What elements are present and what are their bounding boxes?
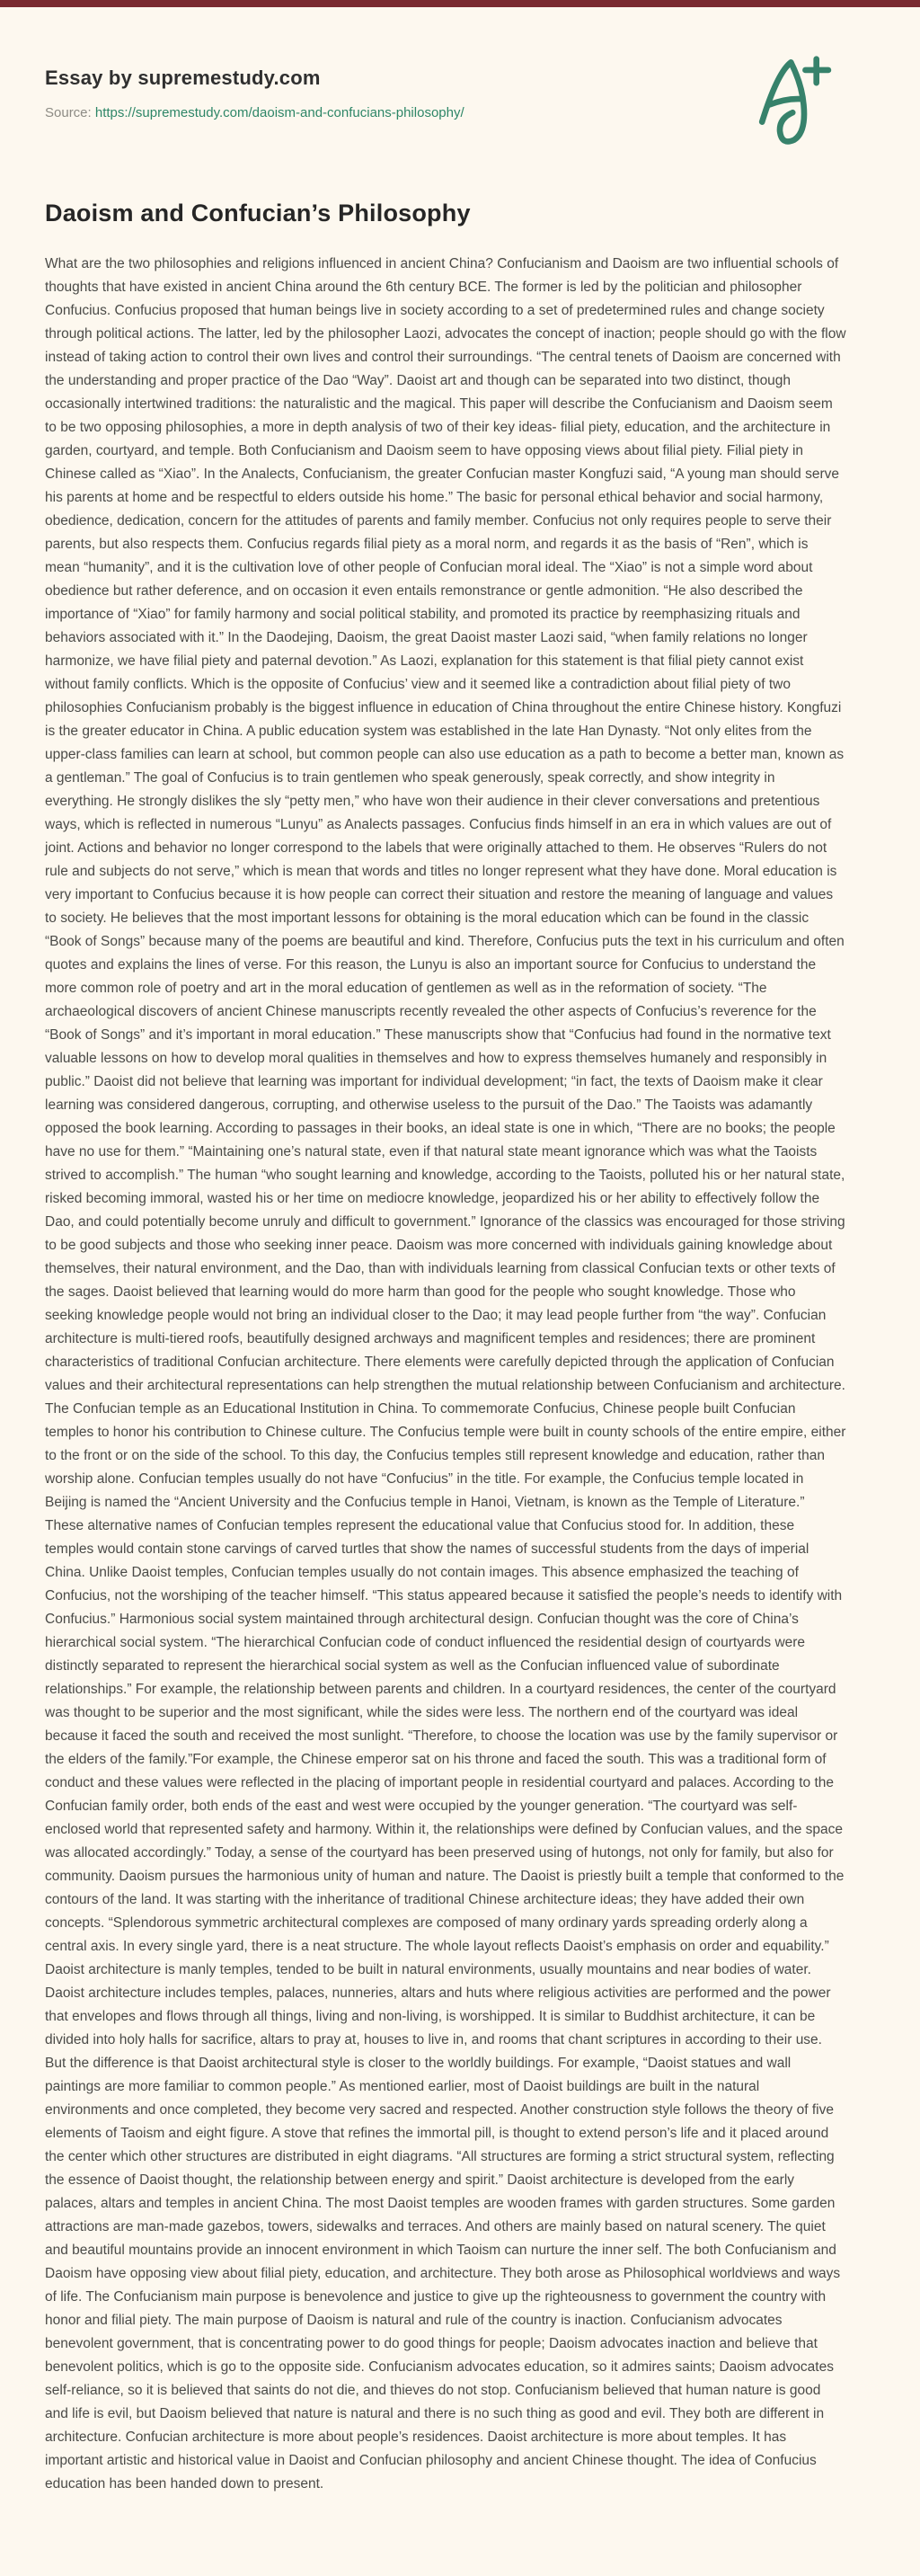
essay-body-text: What are the two philosophies and religions influenced in ancient China? Confucianism and Daoism are two influential schools of thoughts that have existed in ancient China around the 6th century BCE. The former is led by the politician and philosopher Confucius. Confucius proposed that human beings live in society according to a set of predetermined rules and change society through political actions. The latter, led by the philosopher Laozi, advocates the concept of inaction; people should go with the flow instead of taking action to control their own lives and control their surroundings. “The central tenets of Daoism are concerned with the understanding and proper practice of the Dao “Way”. Daoist art and though can be separated into two distinct, though occasionally intertwined traditions: the naturalistic and the magical. This paper will describe the Confucianism and Daoism seem to be two opposing philosophies, a more in depth analysis of two of their key ideas- filial piety, education, and the architecture in garden, courtyard, and temple. Both Confucianism and Daoism seem to have opposing views about filial piety. Filial piety in Chinese called as “Xiao”. In the Analects, Confucianism, the greater Confucian master Kongfuzi said, “A young man should serve his parents at home and be respectful to elders outside his home.” The basic for personal ethical behavior and social harmony, obedience, dedication, concern for the attitudes of parents and family member. Confucius not only requires people to serve their parents, but also respects them. Confucius regards filial piety as a moral norm, and regards it as the basis of “Ren”, which is mean “humanity”, and it is the cultivation love of other people of Confucian moral ideal. The “Xiao” is not a simple word about obedience but rather deference, and on occasion it even entails remonstrance or gentle admonition. “He also described the importance of “Xiao” for family harmony and social political stability, and promoted its practice by reemphasizing rituals and behaviors associated with it.” In the Daodejing, Daoism, the great Daoist master Laozi said, “when family relations no longer harmonize, we have filial piety and paternal devotion.” As Laozi, explanation for this statement is that filial piety cannot exist without family conflicts. Which is the opposite of Confucius’ view and it seemed like a contradiction about filial piety of two philosophies Confucianism probably is the biggest influence in education of China throughout the entire Chinese history. Kongfuzi is the greater educator in China. A public education system was established in the late Han Dynasty. “Not only elites from the upper-class families can learn at school, but common people can also use education as a path to become a better man, known as a gentleman.” The goal of Confucius is to train gentlemen who speak generously, speak correctly, and show integrity in everything. He strongly dislikes the sly “petty men,” who have won their audience in their clever conversations and pretentious ways, which is reflected in numerous “Lunyu” as Analects passages. Confucius finds himself in an era in which values are out of joint. Actions and behavior no longer correspond to the labels that were originally attached to them. He observes “Rulers do not rule and subjects do not serve,” which is mean that words and titles no longer represent what they have done. Moral education is very important to Confucius because it is how people can correct their situation and restore the meaning of language and values to society. He believes that the most important lessons for obtaining is the moral education which can be found in the classic “Book of Songs” because many of the poems are beautiful and kind. Therefore, Confucius puts the text in his curriculum and often quotes and explains the lines of verse. For this reason, the Lunyu is also an important source for Confucius to understand the more common role of poetry and art in the moral education of gentlemen as well as in the reformation of society. “The archaeological discovers of ancient Chinese manuscripts recently revealed the other aspects of Confucius’s reverence for the “Book of Songs” and it’s important in moral education.” These manuscripts show that “Confucius had found in the normative text valuable lessons on how to develop moral qualities in themselves and how to express themselves humanely and responsibly in public.” Daoist did not believe that learning was important for individual development; “in fact, the texts of Daoism make it clear learning was considered dangerous, corrupting, and otherwise useless to the pursuit of the Dao.” The Taoists was adamantly opposed the book learning. According to passages in their books, an ideal state is one in which, “There are no books; the people have no use for them.” “Maintaining one’s natural state, even if that natural state meant ignorance which was what the Taoists strived to accomplish.” The human “who sought learning and knowledge, according to the Taoists, polluted his or her natural state, risked becoming immoral, wasted his or her time on mediocre knowledge, jeopardized his or her ability to effectively follow the Dao, and could potentially become unruly and difficult to government.” Ignorance of the classics was encouraged for those striving to be good subjects and those who seeking inner peace. Daoism was more concerned with individuals gaining knowledge about themselves, their natural environment, and the Dao, than with individuals learning from classical Confucian texts or other texts of the sages. Daoist believed that learning would do more harm than good for the people who sought knowledge. Those who seeking knowledge people would not bring an individual closer to the Dao; it may lead people further from “the way”. Confucian architecture is multi-tiered roofs, beautifully designed archways and magnificent temples and residences; there are prominent characteristics of traditional Confucian architecture. There elements were carefully depicted through the application of Confucian values and their architectural representations can help strengthen the mutual relationship between Confucianism and architecture. The Confucian temple as an Educational Institution in China. To commemorate Confucius, Chinese people built Confucian temples to honor his contribution to Chinese culture. The Confucius temple were built in county schools of the entire empire, either to the front or on the side of the school. To this day, the Confucius temples still represent knowledge and education, rather than worship alone. Confucian temples usually do not have “Confucius” in the title. For example, the Confucius temple located in Beijing is named the “Ancient University and the Confucius temple in Hanoi, Vietnam, is known as the Temple of Literature.” These alternative names of Confucian temples represent the educational value that Confucius stood for. In addition, these temples would contain stone carvings of carved turtles that show the names of successful students from the days of imperial China. Unlike Daoist temples, Confucian temples usually do not contain images. This absence emphasized the teaching of Confucius, not the worshiping of the teacher himself. “This status appeared because it satisfied the people’s needs to identify with Confucius.” Harmonious social system maintained through architectural design. Confucian thought was the core of China’s hierarchical social system. “The hierarchical Confucian code of conduct influenced the residential design of courtyards were distinctly separated to represent the hierarchical social system as well as the Confucian influenced value of subordinate relationships.” For example, the relationship between parents and children. In a courtyard residences, the center of the courtyard was thought to be superior and the most significant, while the sides were less. The northern end of the courtyard was ideal because it faced the south and received the most sunlight. “Therefore, to choose the location was use by the family supervisor or the elders of the family.”For example, the Chinese emperor sat on his throne and faced the south. This was a traditional form of conduct and these values were reflected in the placing of important people in residential courtyard and palaces. According to the Confucian family order, both ends of the east and west were occupied by the younger generation. “The courtyard was self-enclosed world that represented safety and harmony. Within it, the relationships were defined by Confucian values, and the space was allocated accordingly.” Today, a sense of the courtyard has been preserved using of hutongs, not only for family, but also for community. Daoism pursues the harmonious unity of human and nature. The Daoist is priestly built a temple that conformed to the contours of the land. It was starting with the inheritance of traditional Chinese architecture ideas; they have added their own concepts. “Splendorous symmetric architectural complexes are composed of many ordinary yards spreading orderly along a central axis. In every single yard, there is a neat structure. The whole layout reflects Daoist’s emphasis on order and equability.” Daoist architecture is manly temples, tended to be built in natural environments, usually mountains and near bodies of water. Daoist architecture includes temples, palaces, nunneries, altars and huts where religious activities are performed and the power that envelopes and flows through all things, living and non-living, is worshipped. It is similar to Buddhist architecture, it can be divided into holy halls for sacrifice, altars to pray at, houses to live in, and rooms that chant scriptures in according to their use. But the difference is that Daoist architectural style is closer to the worldly buildings. For example, “Daoist statues and wall paintings are more familiar to common people.” As mentioned earlier, most of Daoist buildings are built in the natural environments and once completed, they become very sacred and respected. Another construction style follows the theory of five elements of Taoism and eight figure. A stove that refines the immortal pill, is thought to extend person’s life and it placed around the center which other structures are distributed in eight diagrams. “All structures are forming a strict structural system, reflecting the essence of Daoist thought, the relationship between energy and spirit.” Daoist architecture is developed from the early palaces, altars and temples in ancient China. The most Daoist temples are wooden frames with garden structures. Some garden attractions are man-made gazebos, towers, sidewalks and terraces. And others are mainly based on natural scenery. The quiet and beautiful mountains provide an innocent environment in which Taoism can nurture the inner self. The both Confucianism and Daoism have opposing view about filial piety, education, and architecture. They both arose as Philosophical worldviews and ways of life. The Confucianism main purpose is benevolence and justice to give up the righteousness to government the country with honor and filial piety. The main purpose of Daoism is natural and rule of the country is inaction. Confucianism advocates benevolent government, that is concentrating power to do good things for people; Daoism advocates inaction and believe that benevolent politics, which is go to the opposite side. Confucianism advocates education, so it admires saints; Daoism advocates self-reliance, so it is believed that saints do not die, and thieves do not stop. Confucianism believed that human nature is good and life is evil, but Daoism believed that nature is natural and there is no such thing as good and evil. They both are different in architecture. Confucian architecture is more about people’s residences. Daoist architecture is more about temples. It has important artistic and historical value in Daoist and Confucian philosophy and ancient Chinese thought. The idea of Confucius education has been handed down to present. [45, 256, 846, 2492]
page-container [0, 67, 920, 2568]
top-accent-bar [0, 0, 920, 7]
source-line [45, 105, 875, 120]
source-label: Source: [45, 105, 95, 120]
source-url-link[interactable]: https://supremestudy.com/daoism-and-confucians-philosophy/ [94, 105, 464, 120]
a-plus-swoosh-logo-icon [753, 54, 839, 147]
site-header-title: Essay by supremestudy.com [45, 67, 321, 89]
essay-title: Daoism and Confucian’s Philosophy [45, 200, 471, 227]
